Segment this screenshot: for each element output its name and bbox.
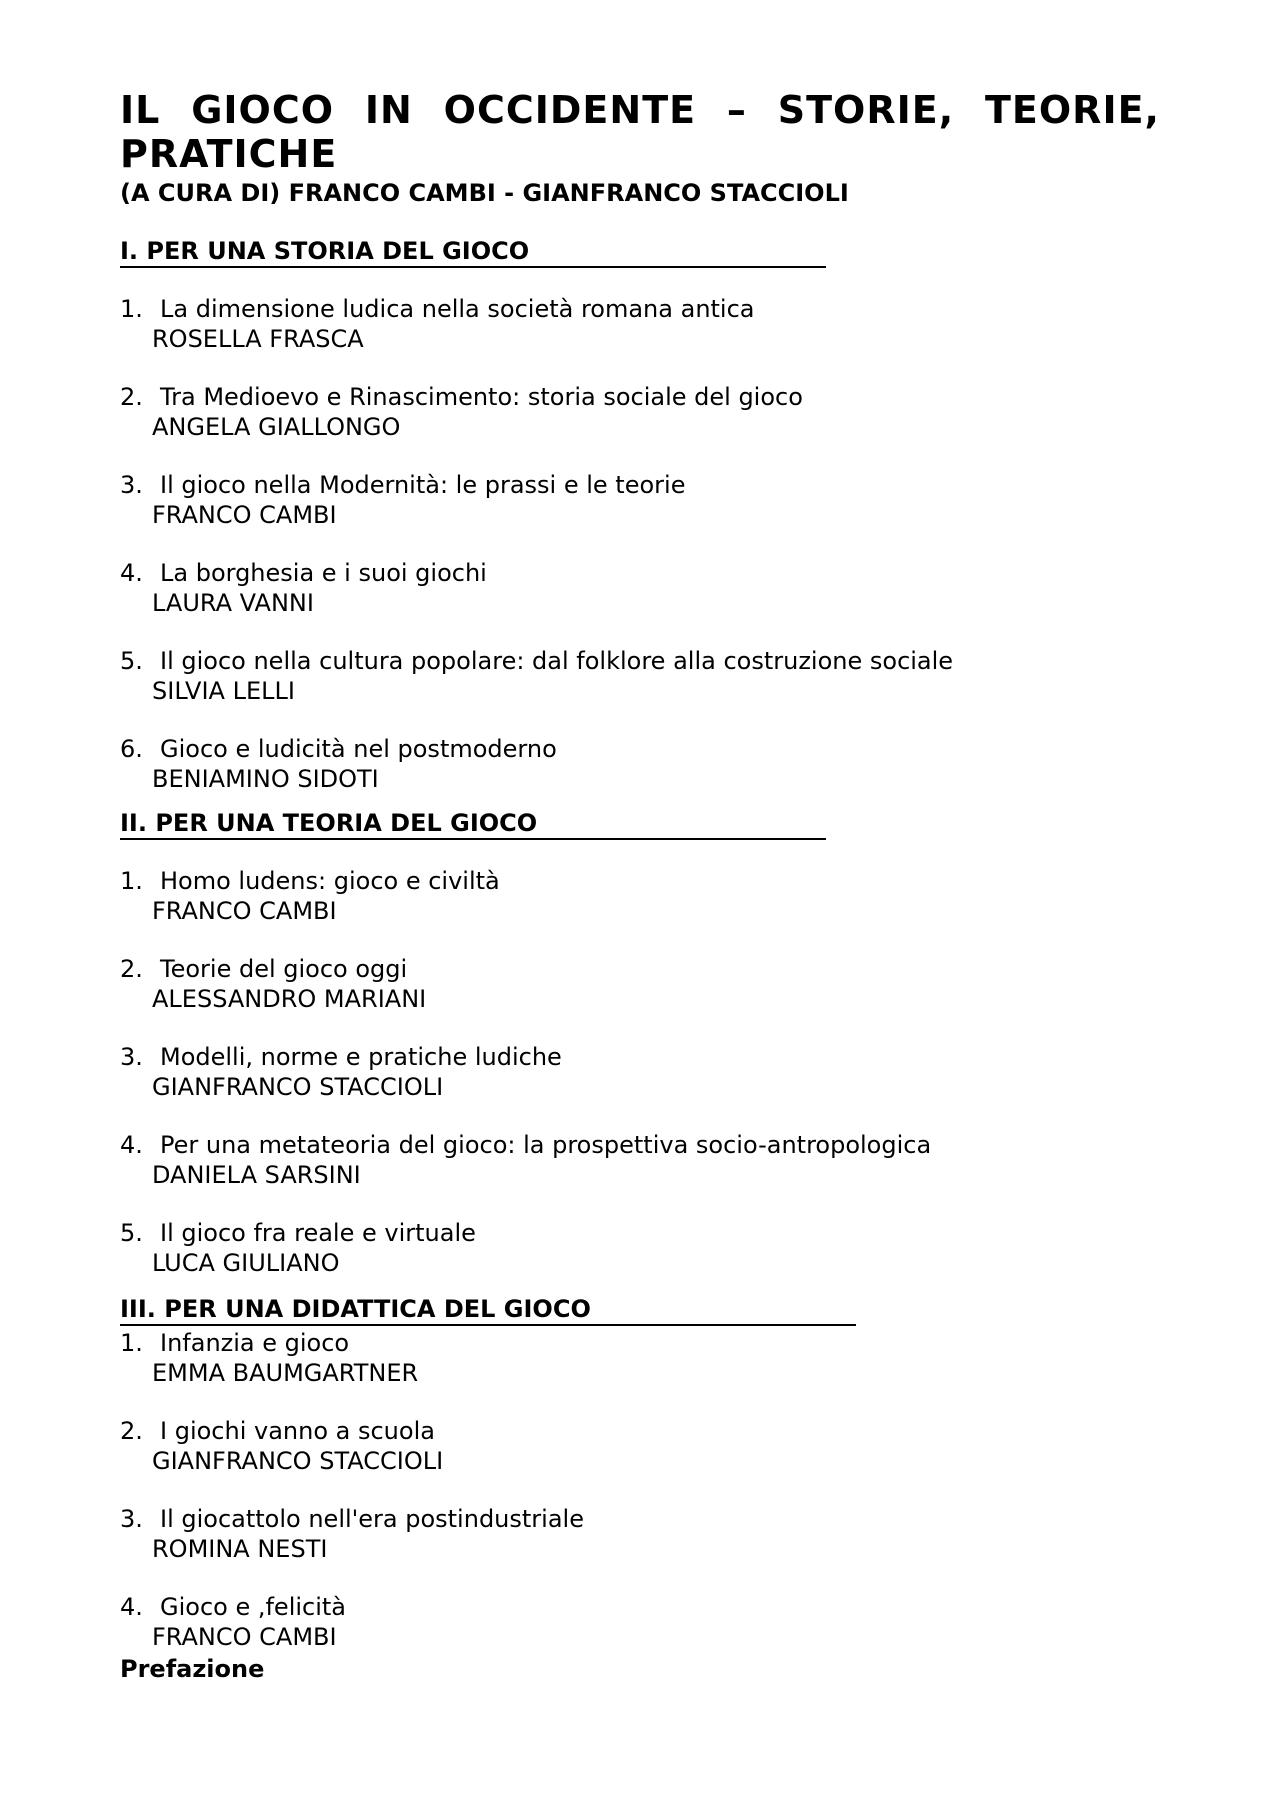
entry-author: DANIELA SARSINI xyxy=(152,1161,361,1189)
entry-title: Il giocattolo nell'era postindustriale xyxy=(160,1505,584,1533)
entry-title: La borghesia e i suoi giochi xyxy=(160,559,487,587)
section-list-didattica xyxy=(120,1328,1160,1652)
entry-number: 4. xyxy=(120,559,143,587)
entry-author: FRANCO CAMBI xyxy=(152,1623,337,1651)
entry-title: I giochi vanno a scuola xyxy=(160,1417,435,1445)
entry-number: 5. xyxy=(120,1219,143,1247)
entry-number: 3. xyxy=(120,471,143,499)
entry-title: Homo ludens: gioco e civiltà xyxy=(160,867,500,895)
entry-number: 2. xyxy=(120,383,143,411)
title-word: STORIE, xyxy=(777,88,955,132)
list-item xyxy=(120,1328,1160,1388)
entry-author: ROSELLA FRASCA xyxy=(152,325,364,353)
entry-number: 1. xyxy=(120,1329,143,1357)
entry-author: GIANFRANCO STACCIOLI xyxy=(152,1447,444,1475)
entry-title: Il gioco nella Modernità: le prassi e le teorie xyxy=(160,471,686,499)
title-word: GIOCO xyxy=(191,88,335,132)
list-item xyxy=(120,558,1160,618)
entry-number: 2. xyxy=(120,955,143,983)
section-list-teoria xyxy=(120,866,1160,1278)
entry-number: 6. xyxy=(120,735,143,763)
entry-author: LAURA VANNI xyxy=(152,589,314,617)
entry-author: BENIAMINO SIDOTI xyxy=(152,765,379,793)
title-line-2: PRATICHE xyxy=(120,132,338,176)
entry-title: Modelli, norme e pratiche ludiche xyxy=(160,1043,562,1071)
entry-author: GIANFRANCO STACCIOLI xyxy=(152,1073,444,1101)
title-word: IL xyxy=(120,88,161,132)
title-word: IN xyxy=(364,88,413,132)
list-item xyxy=(120,470,1160,530)
list-item xyxy=(120,1592,1160,1652)
entry-title: La dimensione ludica nella società romana antica xyxy=(160,295,755,323)
entry-title: Tra Medioevo e Rinascimento: storia sociale del gioco xyxy=(160,383,803,411)
document-title xyxy=(120,88,1160,176)
entry-number: 2. xyxy=(120,1417,143,1445)
entry-author: FRANCO CAMBI xyxy=(152,897,337,925)
list-item xyxy=(120,1416,1160,1476)
preface-heading: Prefazione xyxy=(120,1655,265,1683)
entry-title: Gioco e ludicità nel postmoderno xyxy=(160,735,557,763)
list-item xyxy=(120,954,1160,1014)
entry-author: SILVIA LELLI xyxy=(152,677,295,705)
entry-number: 1. xyxy=(120,867,143,895)
entry-number: 5. xyxy=(120,647,143,675)
entry-author: ROMINA NESTI xyxy=(152,1535,328,1563)
document-subtitle: (A CURA DI) FRANCO CAMBI - GIANFRANCO STACCIOLI xyxy=(120,179,849,207)
entry-number: 4. xyxy=(120,1593,143,1621)
list-item xyxy=(120,1504,1160,1564)
section-heading-teoria: II. PER UNA TEORIA DEL GIOCO xyxy=(120,808,826,840)
entry-title: Gioco e ,felicità xyxy=(160,1593,347,1621)
list-item xyxy=(120,1130,1160,1190)
entry-title: Infanzia e gioco xyxy=(160,1329,350,1357)
entry-number: 4. xyxy=(120,1131,143,1159)
title-word: TEORIE, xyxy=(985,88,1160,132)
entry-title: Per una metateoria del gioco: la prospettiva socio-antropologica xyxy=(160,1131,932,1159)
entry-title: Il gioco nella cultura popolare: dal folklore alla costruzione sociale xyxy=(160,647,954,675)
entry-title: Teorie del gioco oggi xyxy=(160,955,408,983)
entry-author: LUCA GIULIANO xyxy=(152,1249,340,1277)
section-heading-storia: I. PER UNA STORIA DEL GIOCO xyxy=(120,236,826,268)
entry-number: 1. xyxy=(120,295,143,323)
section-list-storia xyxy=(120,294,1160,794)
entry-title: Il gioco fra reale e virtuale xyxy=(160,1219,476,1247)
entry-number: 3. xyxy=(120,1505,143,1533)
section-heading-didattica: III. PER UNA DIDATTICA DEL GIOCO xyxy=(120,1294,856,1326)
list-item xyxy=(120,382,1160,442)
entry-author: ANGELA GIALLONGO xyxy=(152,413,401,441)
title-line-1 xyxy=(120,88,1160,132)
entry-author: ALESSANDRO MARIANI xyxy=(152,985,427,1013)
list-item xyxy=(120,646,1160,706)
list-item xyxy=(120,294,1160,354)
document-page xyxy=(120,88,1160,1684)
title-word: OCCIDENTE xyxy=(443,88,697,132)
entry-number: 3. xyxy=(120,1043,143,1071)
entry-author: FRANCO CAMBI xyxy=(152,501,337,529)
list-item xyxy=(120,734,1160,794)
list-item xyxy=(120,1042,1160,1102)
entry-author: EMMA BAUMGARTNER xyxy=(152,1359,419,1387)
list-item xyxy=(120,866,1160,926)
title-word: – xyxy=(726,88,747,132)
list-item xyxy=(120,1218,1160,1278)
